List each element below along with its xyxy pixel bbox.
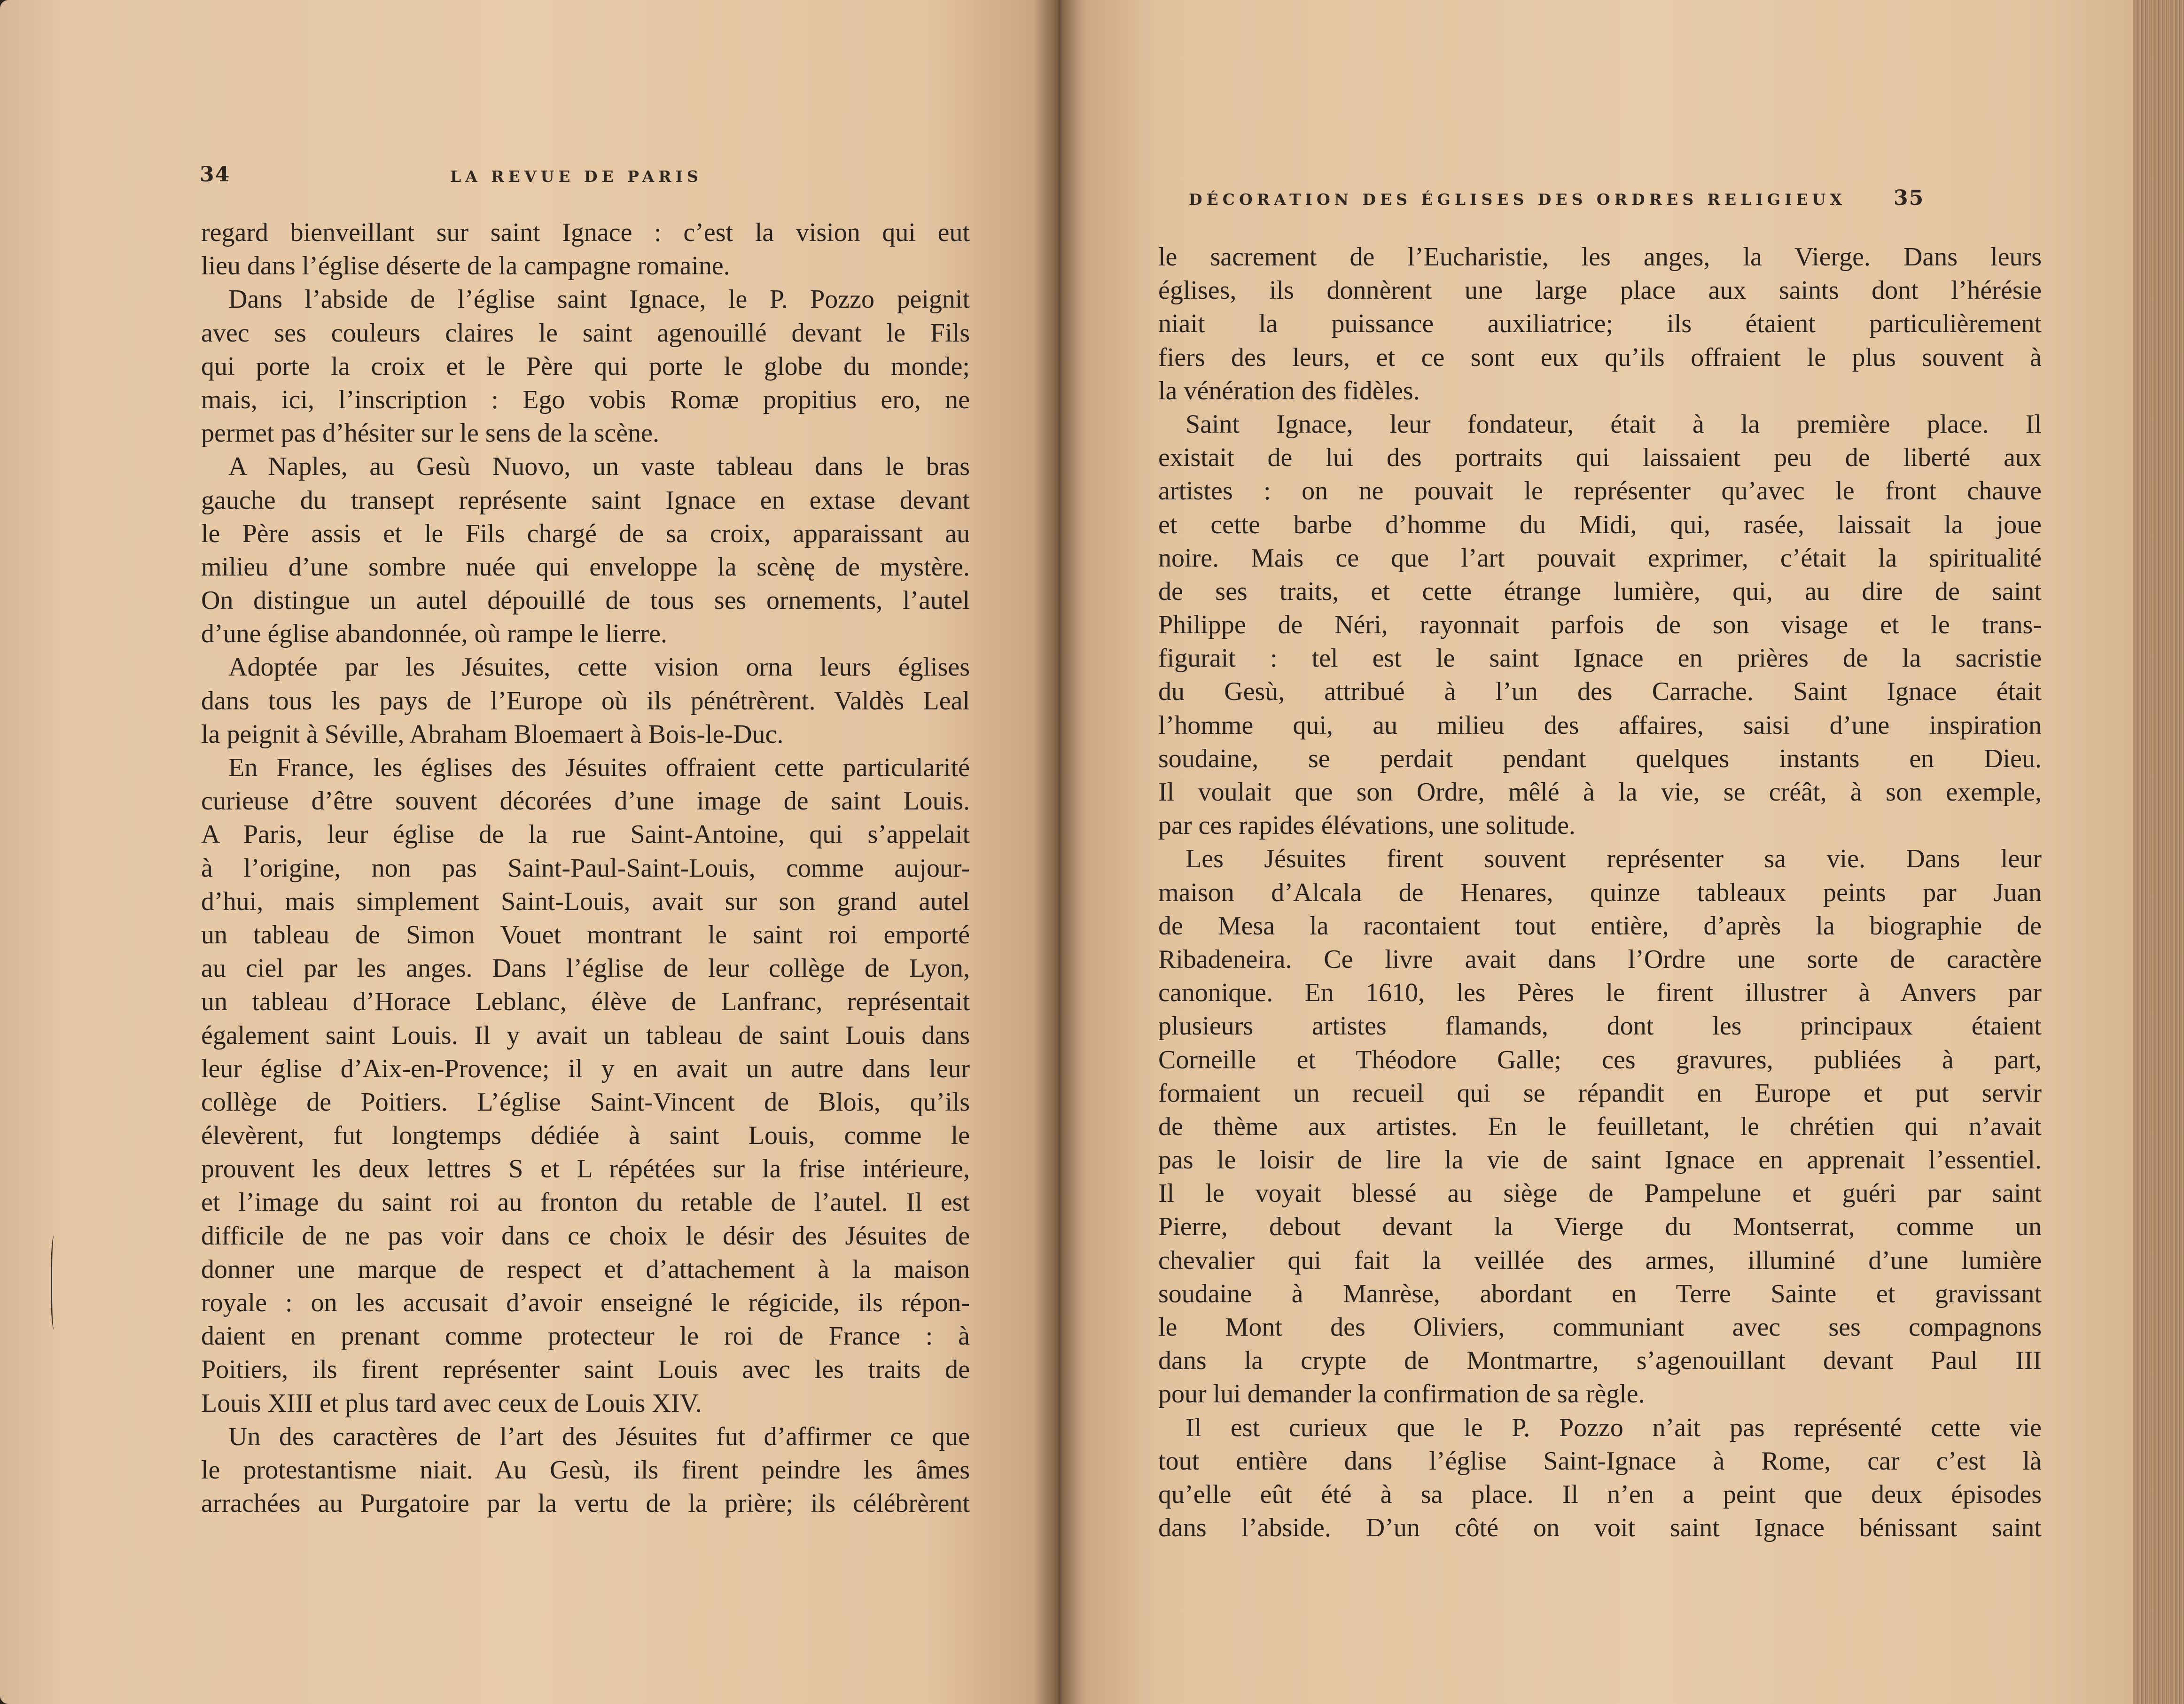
text-line: gauche du transept représente saint Ignace en extase devant <box>201 485 970 515</box>
text-line: noire. Mais ce que l’art pouvait exprimer, c’était la spiritualité <box>1158 543 2042 573</box>
text-line: A Naples, au Gesù Nuovo, un vaste tableau dans le bras <box>228 452 970 482</box>
text-line: le Mont des Oliviers, communiant avec ses compagnons <box>1158 1313 2042 1342</box>
text-line: le sacrement de l’Eucharistie, les anges, la Vierge. Dans leurs <box>1158 242 2042 272</box>
text-line: figurait : tel est le saint Ignace en prières de la sacristie <box>1158 644 2042 673</box>
text-line: leur église d’Aix-en-Provence; il y en avait un autre dans leur <box>201 1054 970 1083</box>
right-page <box>1055 0 2133 1704</box>
text-line: plusieurs artistes flamands, dont les principaux étaient <box>1158 1012 2042 1041</box>
text-line: de Mesa la racontaient tout entière, d’après la biographie de <box>1158 911 2042 941</box>
text-line: au ciel par les anges. Dans l’église de leur collège de Lyon, <box>201 954 970 983</box>
text-line: également saint Louis. Il y avait un tableau de saint Louis dans <box>201 1020 970 1050</box>
text-line: la peignit à Séville, Abraham Bloemaert à Bois-le-Duc. <box>201 719 784 749</box>
text-line: tout entière dans l’église Saint-Ignace à Rome, car c’est là <box>1158 1446 2042 1476</box>
text-line: et l’image du saint roi au fronton du retable de l’autel. Il est <box>201 1188 970 1217</box>
text-line: Adoptée par les Jésuites, cette vision orna leurs églises <box>228 653 970 682</box>
text-line: Philippe de Néri, rayonnait parfois de son visage et le trans- <box>1158 610 2042 640</box>
text-line: niait la puissance auxiliatrice; ils étaient particulièrement <box>1158 309 2042 339</box>
text-line: Un des caractères de l’art des Jésuites fut d’affirmer ce que <box>228 1422 970 1451</box>
text-line: En France, les églises des Jésuites offraient cette particularité <box>228 753 970 782</box>
text-line: pas le loisir de lire la vie de saint Ignace en apprenait l’essentiel. <box>1158 1145 2042 1175</box>
right-page-number: 35 <box>1894 186 1925 210</box>
text-line: Il est curieux que le P. Pozzo n’ait pas représenté cette vie <box>1186 1413 2042 1442</box>
text-line: Pierre, debout devant la Vierge du Montserrat, comme un <box>1158 1212 2042 1242</box>
text-line: artistes : on ne pouvait le représenter qu’avec le front chauve <box>1158 476 2042 506</box>
text-line: le protestantisme niait. Au Gesù, ils firent peindre les âmes <box>201 1455 970 1485</box>
margin-mark <box>51 1236 59 1330</box>
text-line: d’hui, mais simplement Saint-Louis, avait sur son grand autel <box>201 887 970 916</box>
left-text-block <box>201 216 970 1520</box>
text-line: un tableau de Simon Vouet montrant le saint roi emporté <box>201 920 970 949</box>
gutter-shadow <box>1034 0 1085 1704</box>
text-line: A Paris, leur église de la rue Saint-Antoine, qui s’appelait <box>201 820 970 849</box>
text-line: Il voulait que son Ordre, mêlé à la vie, se créât, à son exemple, <box>1158 778 2042 807</box>
text-line: élevèrent, fut longtemps dédiée à saint Louis, comme le <box>201 1121 970 1151</box>
text-line: de ses traits, et cette étrange lumière, qui, au dire de saint <box>1158 576 2042 606</box>
right-running-title: DÉCORATION DES ÉGLISES DES ORDRES RELIGIEUX <box>1189 190 1846 209</box>
text-line: canonique. En 1610, les Pères le firent illustrer à Anvers par <box>1158 978 2042 1008</box>
text-line: existait de lui des portraits qui laissaient peu de liberté aux <box>1158 443 2042 473</box>
text-line: un tableau d’Horace Leblanc, élève de Lanfranc, représentait <box>201 987 970 1017</box>
text-line: mais, ici, l’inscription : Ego vobis Romæ propitius ero, ne <box>201 385 970 414</box>
page-edges <box>2133 0 2184 1704</box>
text-line: milieu d’une sombre nuée qui enveloppe la scènę de mystère. <box>201 552 970 582</box>
text-line: royale : on les accusait d’avoir enseigné le régicide, ils répon- <box>201 1288 970 1317</box>
text-line: Il le voyait blessé au siège de Pampelune et guéri par saint <box>1158 1179 2042 1208</box>
text-line: Ribadeneira. Ce livre avait dans l’Ordre une sorte de caractère <box>1158 944 2042 974</box>
text-line: Louis XIII et plus tard avec ceux de Louis XIV. <box>201 1388 702 1418</box>
text-line: curieuse d’être souvent décorées d’une image de saint Louis. <box>201 786 970 816</box>
text-line: la vénération des fidèles. <box>1158 376 1420 405</box>
text-line: dans l’abside. D’un côté on voit saint Ignace bénissant saint <box>1158 1513 2042 1543</box>
text-line: maison d’Alcala de Henares, quinze tableaux peints par Juan <box>1158 878 2042 907</box>
text-line: avec ses couleurs claires le saint agenouillé devant le Fils <box>201 318 970 348</box>
text-line: fiers des leurs, et ce sont eux qu’ils offraient le plus souvent à <box>1158 342 2042 372</box>
text-line: l’homme qui, au milieu des affaires, saisi d’une inspiration <box>1158 710 2042 740</box>
text-line: églises, ils donnèrent une large place aux saints dont l’hérésie <box>1158 276 2042 305</box>
text-line: le Père assis et le Fils chargé de sa croix, apparaissant au <box>201 519 970 548</box>
left-page <box>0 0 1055 1704</box>
text-line: qu’elle eût été à sa place. Il n’en a peint que deux épisodes <box>1158 1479 2042 1509</box>
text-line: donner une marque de respect et d’attachement à la maison <box>201 1254 970 1284</box>
text-line: difficile de ne pas voir dans ce choix le désir des Jésuites de <box>201 1221 970 1251</box>
text-line: chevalier qui fait la veillée des armes, illuminé d’une lumière <box>1158 1245 2042 1275</box>
text-line: daient en prenant comme protecteur le roi de France : à <box>201 1322 970 1351</box>
text-line: qui porte la croix et le Père qui porte le globe du monde; <box>201 351 970 381</box>
text-line: regard bienveillant sur saint Ignace : c’est la vision qui eut <box>201 218 970 247</box>
text-line: permet pas d’hésiter sur le sens de la scène. <box>201 419 659 448</box>
text-line: d’une église abandonnée, où rampe le lierre. <box>201 619 668 649</box>
text-line: prouvent les deux lettres S et L répétées sur la frise intérieure, <box>201 1154 970 1184</box>
text-line: soudaine à Manrèse, abordant en Terre Sainte et gravissant <box>1158 1279 2042 1308</box>
text-line: collège de Poitiers. L’église Saint-Vincent de Blois, qu’ils <box>201 1087 970 1117</box>
text-line: de thème aux artistes. En le feuilletant, le chrétien qui n’avait <box>1158 1112 2042 1141</box>
text-line: arrachées au Purgatoire par la vertu de la prière; ils célébrèrent <box>201 1489 970 1518</box>
text-line: du Gesù, attribué à l’un des Carrache. Saint Ignace était <box>1158 677 2042 707</box>
text-line: formaient un recueil qui se répandit en Europe et put servir <box>1158 1078 2042 1108</box>
text-line: pour lui demander la confirmation de sa règle. <box>1158 1379 1645 1409</box>
text-line: Les Jésuites firent souvent représenter sa vie. Dans leur <box>1186 844 2042 874</box>
left-page-number: 34 <box>200 163 231 187</box>
text-line: soudaine, se perdait pendant quelques instants en Dieu. <box>1158 744 2042 773</box>
text-line: Dans l’abside de l’église saint Ignace, le P. Pozzo peignit <box>228 285 970 314</box>
text-line: dans tous les pays de l’Europe où ils pénétrèrent. Valdès Leal <box>201 686 970 716</box>
text-line: dans la crypte de Montmartre, s’agenouillant devant Paul III <box>1158 1346 2042 1376</box>
text-line: Saint Ignace, leur fondateur, était à la première place. Il <box>1186 409 2042 439</box>
left-running-title: LA REVUE DE PARIS <box>450 167 702 186</box>
right-text-block <box>1158 241 2042 1545</box>
text-line: lieu dans l’église déserte de la campagne romaine. <box>201 251 730 281</box>
text-line: par ces rapides élévations, une solitude. <box>1158 811 1576 840</box>
text-line: et cette barbe d’homme du Midi, qui, rasée, laissait la joue <box>1158 510 2042 539</box>
text-line: Corneille et Théodore Galle; ces gravures, publiées à part, <box>1158 1045 2042 1074</box>
text-line: à l’origine, non pas Saint-Paul-Saint-Louis, comme aujour- <box>201 853 970 883</box>
text-line: Poitiers, ils firent représenter saint Louis avec les traits de <box>201 1355 970 1385</box>
text-line: On distingue un autel dépouillé de tous ses ornements, l’autel <box>201 586 970 615</box>
